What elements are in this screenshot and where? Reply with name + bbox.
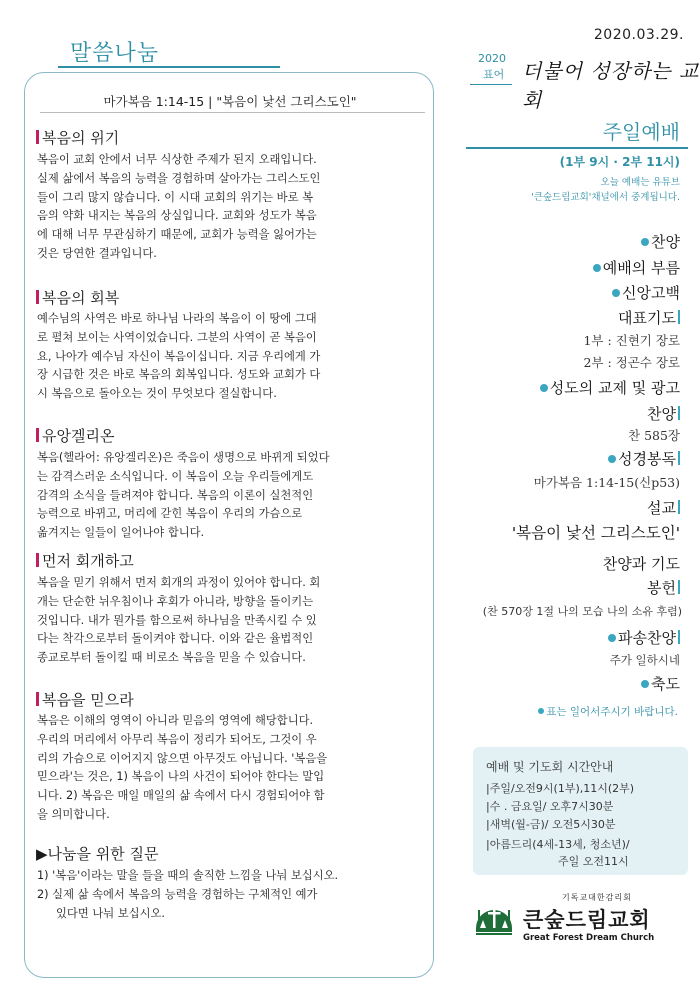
heading-text: 복음의 회복 xyxy=(42,289,120,307)
line: 다는 착각으로부터 돌이켜야 합니다. 이와 같은 율법적인 xyxy=(37,632,314,646)
order-sending-song: 주가 일하시네 xyxy=(609,653,680,667)
order-prayer xyxy=(618,307,680,328)
church-logo-icon xyxy=(472,898,516,942)
motto-underline xyxy=(470,84,512,85)
order-reading xyxy=(608,448,680,469)
stand-dot-icon xyxy=(538,708,544,714)
order-sermon-title: '복음이 낯선 그리스도인' xyxy=(511,524,680,542)
title-bar xyxy=(678,406,680,420)
line: 는 감격스러운 소식입니다. 이 복음이 오늘 우리들에게도 xyxy=(37,469,314,483)
schedule-line: |아름드리(4세-13세, 청소년)/ xyxy=(486,838,630,851)
order-benediction-label: 축도 xyxy=(651,675,680,693)
stand-dot-icon xyxy=(608,455,616,463)
order-fellowship xyxy=(540,377,680,398)
heading-text: 먼저 회개하고 xyxy=(42,552,134,570)
line: 우리의 머리에서 아무리 복음이 정리가 되어도, 그것이 우 xyxy=(37,732,317,746)
order-response: 찬양과 기도 xyxy=(602,555,680,573)
section-title: 말씀나눔 xyxy=(70,41,160,66)
order-reading-label: 성경봉독 xyxy=(618,450,676,468)
order-reading-passage: 마가복음 1:14-15(신p53) xyxy=(533,475,680,490)
heading-bar xyxy=(36,290,39,304)
broadcast-channel-note: '큰숲드림교회'채널에서 중계됩니다. xyxy=(531,192,680,203)
line: 것은 당연한 결과입니다. xyxy=(37,246,157,260)
question-2-continued: 있다면 나눠 보십시오. xyxy=(56,907,165,920)
schedule-line: |새벽(월-금)/ 오전5시30분 xyxy=(486,818,616,831)
heading-text: 유앙겔리온 xyxy=(42,427,115,445)
stand-note-text: 표는 일어서주시기 바랍니다. xyxy=(546,706,678,718)
line: 리의 가슴으로 이어지지 않으면 아무것도 아닙니다. '복음을 xyxy=(37,751,328,765)
line: 옮겨지는 일들이 일어나야 합니다. xyxy=(37,526,205,540)
order-creed xyxy=(612,282,680,303)
line: 니다. 2) 복음은 매일 매일의 삶 속에서 다시 경험되어야 함 xyxy=(37,789,325,803)
line: 예수님의 사역은 바로 하나님 나라의 복음이 이 땅에 그대 xyxy=(37,312,317,325)
line: 복음이 교회 안에서 너무 식상한 주제가 된지 오래입니다. xyxy=(37,153,317,166)
title-bar xyxy=(678,580,680,594)
line: 것입니다. 내가 뭔가를 함으로써 하나님을 만족시킬 수 있 xyxy=(37,613,317,627)
order-call-label: 예배의 부름 xyxy=(602,259,680,277)
line: 종교로부터 돌이킬 때 비로소 복음을 믿을 수 있습니다. xyxy=(37,651,306,665)
order-sermon-label: 설교 xyxy=(647,499,676,517)
order-praise xyxy=(647,403,680,424)
line: 믿으라'는 것은, 1) 복음이 나의 사건이 되어야 한다는 말입 xyxy=(37,770,325,784)
line: 개는 단순한 뉘우침이나 후회가 아니라, 방향을 돌이키는 xyxy=(37,594,314,608)
line: 에 대해 너무 무관심하기 때문에, 교회가 능력을 잃어가는 xyxy=(37,228,317,242)
motto-label: 표어 xyxy=(483,68,505,81)
line: 들이 그리 많지 않습니다. 이 시대 교회의 위기는 바로 복 xyxy=(37,190,313,204)
heading-bar xyxy=(36,692,39,706)
order-prayer-first-service: 1부 : 진현기 장로 xyxy=(583,333,680,348)
question-2: 2) 실제 삶 속에서 복음의 능력을 경험하는 구체적인 예가 xyxy=(37,888,318,901)
section-paragraph xyxy=(37,574,424,668)
worship-title: 주일예배 xyxy=(602,120,680,144)
order-fellowship-label: 성도의 교제 및 광고 xyxy=(549,379,680,397)
line: 로 펼쳐 보이는 사역이었습니다. 그분의 사역이 곧 복음이 xyxy=(37,330,317,344)
stand-note xyxy=(538,704,678,719)
line: 요, 나아가 예수님 자신이 복음이십니다. 지금 우리에게 가 xyxy=(37,349,321,363)
stand-dot-icon xyxy=(608,634,616,642)
order-prayer-label: 대표기도 xyxy=(618,309,676,327)
broadcast-note: 오늘 예배는 유튜브 xyxy=(600,177,680,188)
motto-text: 더불어 성장하는 교회 xyxy=(522,59,700,112)
section-heading xyxy=(36,550,134,571)
section-heading xyxy=(36,287,119,308)
heading-text: 복음을 믿으라 xyxy=(42,691,134,709)
section-paragraph xyxy=(37,449,424,543)
heading-bar xyxy=(36,130,39,144)
title-bar xyxy=(678,310,680,324)
section-paragraph xyxy=(37,310,424,404)
section-heading xyxy=(36,689,134,710)
section-title-underline xyxy=(58,66,280,68)
stand-dot-icon xyxy=(641,238,649,246)
bulletin-date: 2020.03.29. xyxy=(593,27,684,43)
line: 장 시급한 것은 바로 복음의 회복입니다. 성도와 교회가 다 xyxy=(37,368,321,382)
order-hymn xyxy=(641,231,680,252)
line: 시 복음으로 돌아오는 것이 무엇보다 절실합니다. xyxy=(37,387,277,401)
stand-dot-icon xyxy=(540,384,548,392)
denomination-name: 기독교대한감리회 xyxy=(562,893,632,902)
line: 음의 약화 내지는 복음의 상실입니다. 교회와 성도가 복음 xyxy=(37,209,317,223)
title-bar xyxy=(678,451,680,465)
divider xyxy=(40,112,425,113)
church-name: 큰숲드림교회 xyxy=(523,908,651,932)
section-paragraph xyxy=(37,712,424,825)
question-1: 1) '복음'이라는 말을 들을 때의 솔직한 느낌을 나눠 보십시오. xyxy=(37,869,339,882)
order-praise-label: 찬양 xyxy=(647,405,676,423)
order-benediction xyxy=(641,673,680,694)
order-offering xyxy=(647,577,680,598)
section-heading xyxy=(36,127,119,148)
order-offering-hymn: (찬 570장 1절 나의 모습 나의 소유 후렴) xyxy=(482,605,682,618)
order-creed-label: 신앙고백 xyxy=(622,284,680,302)
heading-bar xyxy=(36,428,39,442)
worship-title-underline xyxy=(466,147,688,149)
order-sending xyxy=(608,627,680,648)
line: 감격의 소식을 들려져야 합니다. 복음의 이론이 실천적인 xyxy=(37,488,314,502)
worship-time: (1부 9시 · 2부 11시) xyxy=(559,155,680,169)
church-name-english: Great Forest Dream Church xyxy=(523,933,655,943)
section-heading xyxy=(36,425,114,446)
stand-dot-icon xyxy=(612,289,620,297)
order-sermon xyxy=(647,497,680,518)
questions-heading: ▶나눔을 위한 질문 xyxy=(36,845,159,863)
stand-dot-icon xyxy=(593,264,601,272)
passage-title: 마가복음 1:14-15 | "복음이 낯선 그리스도인" xyxy=(103,94,357,109)
schedule-title: 예배 및 기도회 시간안내 xyxy=(486,760,614,774)
motto-year: 2020 xyxy=(478,52,506,65)
line: 실제 삶에서 복음의 능력을 경험하며 살아가는 그리스도인 xyxy=(37,171,321,185)
schedule-line: |수 . 금요일/ 오후7시30분 xyxy=(486,800,614,813)
schedule-line: 주일 오전11시 xyxy=(558,855,629,868)
line: 을 의미합니다. xyxy=(37,807,110,821)
line: 복음(헬라어: 유앙겔리온)은 죽음이 생명으로 바뀌게 되었다 xyxy=(37,451,330,464)
order-call-to-worship xyxy=(593,257,680,278)
order-praise-hymn: 찬 585장 xyxy=(628,428,680,443)
heading-text: 복음의 위기 xyxy=(42,129,120,147)
section-paragraph xyxy=(37,151,424,264)
order-sending-label: 파송찬양 xyxy=(618,629,676,647)
order-hymn-label: 찬양 xyxy=(651,233,680,251)
line: 복음을 믿기 위해서 먼저 회개의 과정이 있어야 합니다. 회 xyxy=(37,576,321,589)
order-prayer-second-service: 2부 : 정곤수 장로 xyxy=(583,355,680,370)
line: 복음은 이해의 영역이 아니라 믿음의 영역에 해당합니다. xyxy=(37,714,314,727)
order-offering-label: 봉헌 xyxy=(647,579,676,597)
heading-bar xyxy=(36,553,39,567)
title-bar xyxy=(678,630,680,644)
stand-dot-icon xyxy=(641,680,649,688)
title-bar xyxy=(678,500,680,514)
schedule-line: |주일/오전9시(1부),11시(2부) xyxy=(486,782,635,795)
line: 능력으로 바뀌고, 머리에 갇힌 복음이 우리의 가슴으로 xyxy=(37,507,303,521)
